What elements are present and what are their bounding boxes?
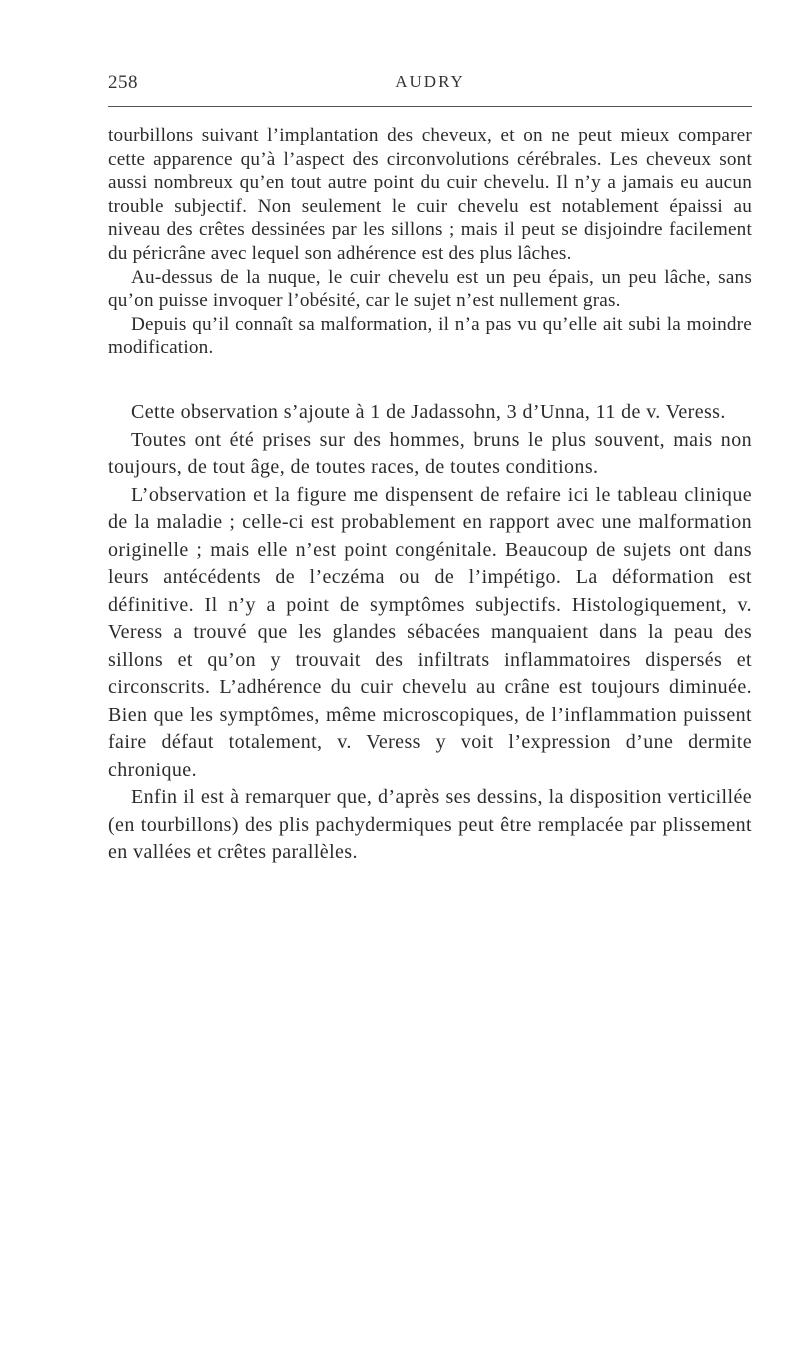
running-title: AUDRY <box>395 72 465 91</box>
discussion-section <box>108 399 752 867</box>
paragraph: Toutes ont été prises sur des hommes, bruns le plus souvent, mais non toujours, de tout âge, de toutes races, de toutes conditions. <box>108 428 752 478</box>
header-rule <box>108 106 752 107</box>
paragraph: Cette observation s’ajoute à 1 de Jadassohn, 3 d’Unna, 11 de v. Veress. <box>131 401 726 423</box>
paragraph: Depuis qu’il connaît sa malformation, il n’a pas vu qu’elle ait subi la moindre modification. <box>108 313 752 359</box>
page-number: 258 <box>108 72 138 93</box>
paragraph: L’observation et la figure me dispensent de refaire ici le tableau clinique de la maladie ; celle-ci est probablement en rapport avec une malformation originelle ; mais elle n’est point congénitale. Beaucoup de sujets ont dans leurs antécédents de l’eczéma ou de l’impétigo. La déformation est définitive. Il n’y a point de symptômes subjectifs. Histologiquement, v. Veress a trouvé que les glandes sébacées manquaient dans la peau des sillons et qu’on y trouvait des infiltrats inflammatoires dispersés et circonscrits. L’adhérence du cuir chevelu au crâne est toujours diminuée. Bien que les symptômes, même microscopiques, de l’inflammation puissent faire défaut totalement, v. Veress y voit l’expression d’une dermite chronique. <box>108 483 752 781</box>
paragraph: Enfin il est à remarquer que, d’après ses dessins, la disposition verticillée (en tourbillons) des plis pachydermiques peut être remplacée par plissement en vallées et crêtes parallèles. <box>108 786 752 863</box>
paragraph: Au-dessus de la nuque, le cuir chevelu est un peu épais, un peu lâche, sans qu’on puisse invoquer l’obésité, car le sujet n’est nullement gras. <box>108 266 752 312</box>
running-head <box>108 72 752 98</box>
observation-continuation <box>108 124 752 360</box>
paragraph: tourbillons suivant l’implantation des cheveux, et on ne peut mieux comparer cette apparence qu’à l’aspect des circonvolutions cérébrales. Les cheveux sont aussi nombreux qu’en tout autre point du cuir chevelu. Il n’y a jamais eu aucun trouble subjectif. Non seulement le cuir chevelu est notablement épaissi au niveau des crêtes dessinées par les sillons ; mais il peut se disjoindre facilement du péricrâne avec lequel son adhérence est des plus lâches. <box>108 125 752 264</box>
